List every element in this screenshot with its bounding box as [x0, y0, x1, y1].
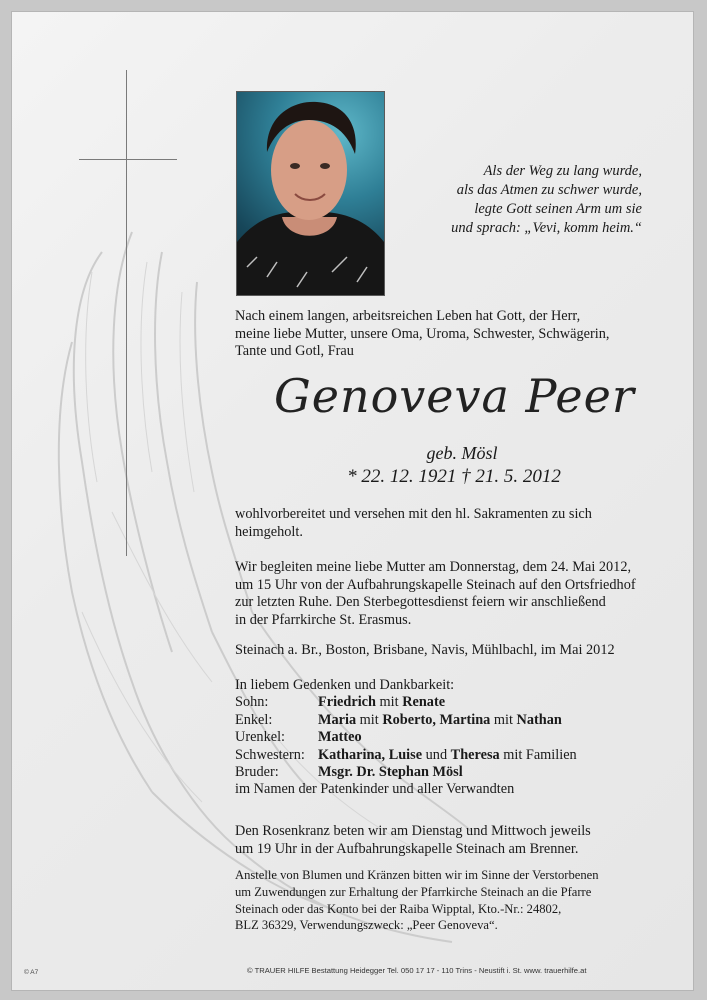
quote-line: legte Gott seinen Arm um sie — [474, 201, 642, 217]
sacraments-paragraph — [235, 506, 640, 541]
donation-line: um Zuwendungen zur Erhaltung der Pfarrkirche Steinach an die Pfarre — [235, 884, 592, 899]
cross-icon-crossbar — [79, 159, 177, 160]
family-names — [318, 712, 562, 729]
rosary-line: Den Rosenkranz beten wir am Dienstag und Mittwoch jeweils — [235, 823, 591, 839]
family-names — [318, 764, 463, 781]
quote-line: Als der Weg zu lang wurde, — [483, 163, 642, 179]
family-names — [318, 747, 577, 764]
donation-line: BLZ 36329, Verwendungszweck: „Peer Genoveva“. — [235, 918, 498, 933]
family-connector: mit — [356, 711, 383, 728]
quote — [402, 162, 642, 238]
footer-imprint: © TRAUER HILFE Bestattung Heidegger Tel. 050 17 17 - 110 Trins - Neustift i. St. www. trauerhilfe.at — [247, 966, 587, 975]
family-relation: Schwestern: — [235, 746, 305, 763]
family-closing: im Namen der Patenkinder und aller Verwandten — [235, 781, 515, 798]
family-member-name: Theresa — [450, 746, 500, 763]
copyright-note: © A7 — [24, 969, 39, 976]
life-dates: * 22. 12. 1921 † 21. 5. 2012 — [347, 466, 561, 487]
funeral-paragraph — [235, 559, 640, 629]
family-row — [235, 712, 655, 729]
maiden-name: geb. Mösl — [426, 443, 498, 463]
quote-line: und sprach: „Vevi, komm heim.“ — [451, 220, 642, 236]
sacraments-line: wohlvorbereitet und versehen mit den hl. Sakramenten zu sich — [235, 506, 592, 522]
family-connector: mit Familien — [499, 746, 577, 763]
donation-paragraph — [235, 867, 640, 934]
family-member-name: Msgr. Dr. Stephan Mösl — [318, 764, 463, 781]
place-date: Steinach a. Br., Boston, Brisbane, Navis, Mühlbachl, im Mai 2012 — [235, 642, 615, 658]
family-member-name: Matteo — [318, 729, 362, 746]
family-member-name: Renate — [402, 694, 446, 711]
rosary-line: um 19 Uhr in der Aufbahrungskapelle Steinach am Brenner. — [235, 840, 579, 857]
cross-icon — [126, 70, 127, 556]
intro-line: Tante und Gotl, Frau — [235, 343, 354, 359]
obituary-card — [11, 11, 694, 991]
family-relation: Bruder: — [235, 764, 279, 781]
family-row — [235, 694, 655, 711]
family-member-name: Friedrich — [318, 694, 376, 711]
rosary-paragraph — [235, 823, 640, 858]
family-row — [235, 764, 655, 781]
family-row — [235, 729, 655, 746]
family-heading: In liebem Gedenken und Dankbarkeit: — [235, 677, 455, 693]
family-member-name: Nathan — [516, 711, 562, 728]
family-relation: Enkel: — [235, 711, 273, 728]
family-connector: mit — [490, 711, 517, 728]
deceased-name: Genoveva Peer — [274, 369, 635, 423]
family-connector: mit — [375, 694, 403, 711]
family-member-name: Roberto, Martina — [382, 711, 491, 728]
family-list — [235, 677, 655, 799]
quote-line: als das Atmen zu schwer wurde, — [456, 182, 642, 198]
sacraments-line: heimgeholt. — [235, 523, 303, 540]
funeral-line: in der Pfarrkirche St. Erasmus. — [235, 611, 412, 628]
funeral-line: Wir begleiten meine liebe Mutter am Donnerstag, dem 24. Mai 2012, — [235, 559, 632, 575]
intro-paragraph — [235, 308, 640, 361]
donation-line: Anstelle von Blumen und Kränzen bitten wir im Sinne der Verstorbenen — [235, 868, 599, 882]
family-relation: Sohn: — [235, 694, 269, 711]
family-row — [235, 747, 655, 764]
portrait-photo — [236, 91, 385, 296]
family-names — [318, 694, 445, 711]
intro-line: Nach einem langen, arbeitsreichen Leben hat Gott, der Herr, — [235, 308, 581, 324]
funeral-line: um 15 Uhr von der Aufbahrungskapelle Steinach auf den Ortsfriedhof — [235, 576, 636, 593]
donation-line: Steinach oder das Konto bei der Raiba Wipptal, Kto.-Nr.: 24802, — [235, 901, 562, 916]
funeral-line: zur letzten Ruhe. Den Sterbegottesdienst feiern wir anschließend — [235, 594, 606, 610]
intro-line: meine liebe Mutter, unsere Oma, Uroma, Schwester, Schwägerin, — [235, 325, 610, 342]
family-relation: Urenkel: — [235, 729, 286, 746]
family-connector: und — [422, 746, 451, 763]
family-member-name: Maria — [318, 711, 357, 728]
family-member-name: Katharina, Luise — [318, 746, 423, 763]
family-names — [318, 729, 362, 746]
